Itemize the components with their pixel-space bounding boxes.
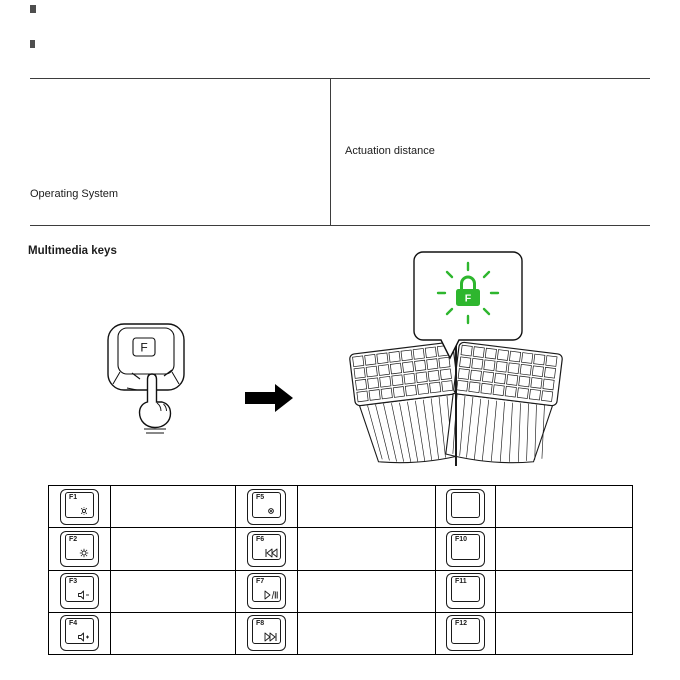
play-pause-icon — [264, 590, 278, 600]
keycap-label: F6 — [256, 535, 265, 543]
keycap-f6 — [247, 531, 286, 567]
description-cell — [298, 486, 436, 528]
spec-label-operating-system: Operating System — [30, 188, 119, 200]
keycap-f7 — [247, 573, 286, 609]
description-cell — [298, 528, 436, 570]
backlight-icon — [264, 506, 278, 516]
keycap-label: F10 — [455, 535, 468, 543]
fn-key-press-illustration — [100, 316, 200, 438]
description-cell — [111, 570, 236, 612]
next-track-icon — [264, 632, 278, 642]
keycap-label: F8 — [256, 620, 265, 628]
key-cell-f7 — [236, 570, 298, 612]
table-row — [49, 612, 633, 654]
description-cell — [496, 570, 633, 612]
lock-letter: F — [464, 292, 472, 305]
volume-up-icon — [77, 632, 91, 642]
spec-table-top-border — [30, 78, 650, 79]
description-cell — [111, 612, 236, 654]
lock-indicator-callout — [410, 248, 526, 362]
key-cell-f1 — [49, 486, 111, 528]
key-cell-f2 — [49, 528, 111, 570]
keycap-label: F4 — [69, 620, 78, 628]
description-cell — [496, 612, 633, 654]
keycap-blank — [446, 489, 485, 525]
keycap-outline — [108, 324, 184, 390]
keycap-f8 — [247, 615, 286, 651]
description-cell — [496, 486, 633, 528]
key-cell-f4 — [49, 612, 111, 654]
keycap-f12 — [446, 615, 485, 651]
cropped-text-artifact — [30, 40, 35, 48]
keycap-f1 — [60, 489, 99, 525]
keycap-label: F12 — [455, 620, 468, 628]
keycap-f5 — [247, 489, 286, 525]
multimedia-keys-table — [48, 485, 633, 655]
cropped-text-artifact — [30, 5, 36, 13]
keycap-label: F3 — [69, 578, 78, 586]
key-cell-blank — [436, 486, 496, 528]
table-row — [49, 486, 633, 528]
spec-label-actuation-distance: Actuation distance — [345, 145, 435, 157]
description-cell — [111, 486, 236, 528]
pressed-key-label: F — [140, 340, 148, 355]
volume-down-icon — [77, 590, 91, 600]
key-cell-f8 — [236, 612, 298, 654]
description-cell — [496, 528, 633, 570]
table-row — [49, 570, 633, 612]
right-arrow-icon — [245, 382, 295, 414]
key-cell-f10 — [436, 528, 496, 570]
table-row — [49, 528, 633, 570]
description-cell — [298, 612, 436, 654]
keycap-label: F7 — [256, 578, 265, 586]
keycap-label: F5 — [256, 493, 265, 501]
keycap-f2 — [60, 531, 99, 567]
description-cell — [111, 528, 236, 570]
keycap-f4 — [60, 615, 99, 651]
keycap-label: F2 — [69, 535, 78, 543]
keycap-label: F11 — [455, 578, 467, 586]
section-heading: Multimedia keys — [28, 245, 117, 257]
keycap-f11 — [446, 573, 485, 609]
key-cell-f3 — [49, 570, 111, 612]
key-cell-f12 — [436, 612, 496, 654]
brightness-down-icon — [77, 506, 91, 516]
description-cell — [298, 570, 436, 612]
spec-table-bottom-border — [30, 225, 650, 226]
keycap-label: F1 — [69, 493, 78, 501]
spec-table-divider — [330, 78, 331, 225]
brightness-up-icon — [77, 548, 91, 558]
keycap-f10 — [446, 531, 485, 567]
key-cell-f11 — [436, 570, 496, 612]
key-cell-f6 — [236, 528, 298, 570]
previous-track-icon — [264, 548, 278, 558]
key-cell-f5 — [236, 486, 298, 528]
keycap-f3 — [60, 573, 99, 609]
